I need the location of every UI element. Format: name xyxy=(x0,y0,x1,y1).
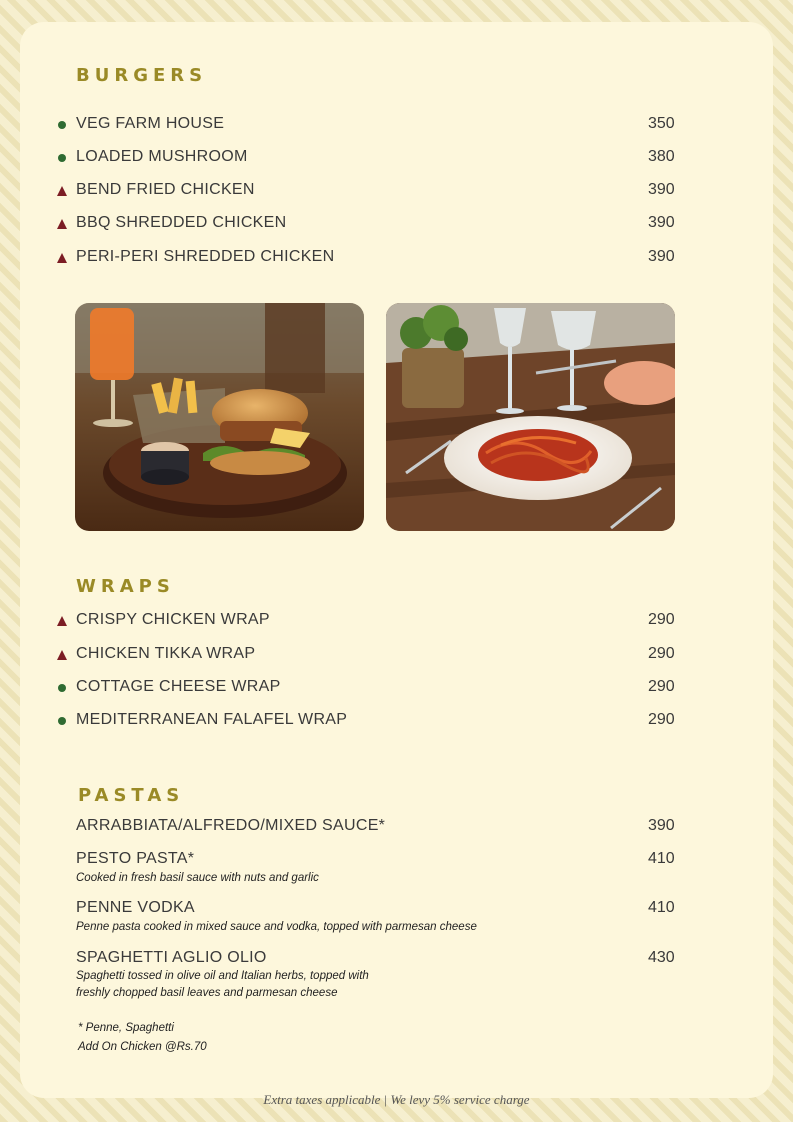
burgers-heading: BURGERS xyxy=(76,65,208,86)
item-name: SPAGHETTI AGLIO OLIO xyxy=(76,949,267,966)
menu-item xyxy=(0,181,793,203)
pastas-heading: PASTAS xyxy=(78,785,185,806)
item-description: Spaghetti tossed in olive oil and Italian herbs, topped with xyxy=(76,970,369,982)
item-name: PENNE VODKA xyxy=(76,899,195,916)
pasta-note: * Penne, Spaghetti xyxy=(78,1022,174,1034)
non-veg-triangle-icon xyxy=(57,186,67,196)
non-veg-triangle-icon xyxy=(57,253,67,263)
veg-dot-icon xyxy=(58,717,66,725)
menu-item xyxy=(0,645,793,667)
menu-item xyxy=(0,248,793,270)
veg-dot-icon xyxy=(58,121,66,129)
menu-item xyxy=(0,711,793,733)
item-name: COTTAGE CHEESE WRAP xyxy=(76,678,281,695)
veg-dot-icon xyxy=(58,684,66,692)
non-veg-triangle-icon xyxy=(57,650,67,660)
menu-item xyxy=(0,850,793,872)
item-price: 390 xyxy=(648,817,675,834)
item-price: 410 xyxy=(648,850,675,867)
footer-note: Extra taxes applicable | We levy 5% service charge xyxy=(263,1092,530,1107)
item-price: 410 xyxy=(648,899,675,916)
item-name: LOADED MUSHROOM xyxy=(76,148,248,165)
menu-item xyxy=(0,817,793,839)
wraps-heading: WRAPS xyxy=(76,576,175,597)
item-name: PERI-PERI SHREDDED CHICKEN xyxy=(76,248,335,265)
item-price: 380 xyxy=(648,148,675,165)
item-price: 290 xyxy=(648,645,675,662)
veg-dot-icon xyxy=(58,154,66,162)
item-name: ARRABBIATA/ALFREDO/MIXED SAUCE* xyxy=(76,817,386,834)
item-price: 290 xyxy=(648,711,675,728)
item-description: Penne pasta cooked in mixed sauce and vodka, topped with parmesan cheese xyxy=(76,921,477,933)
item-name: BEND FRIED CHICKEN xyxy=(76,181,255,198)
menu-item xyxy=(0,899,793,921)
item-description: freshly chopped basil leaves and parmesan cheese xyxy=(76,987,338,999)
item-name: PESTO PASTA* xyxy=(76,850,195,867)
item-name: BBQ SHREDDED CHICKEN xyxy=(76,214,287,231)
item-name: MEDITERRANEAN FALAFEL WRAP xyxy=(76,711,348,728)
menu-item xyxy=(0,678,793,700)
item-name: CHICKEN TIKKA WRAP xyxy=(76,645,256,662)
non-veg-triangle-icon xyxy=(57,616,67,626)
non-veg-triangle-icon xyxy=(57,219,67,229)
menu-item xyxy=(0,148,793,170)
item-price: 390 xyxy=(648,181,675,198)
item-price: 290 xyxy=(648,611,675,628)
item-price: 390 xyxy=(648,214,675,231)
item-name: VEG FARM HOUSE xyxy=(76,115,225,132)
item-description: Cooked in fresh basil sauce with nuts and garlic xyxy=(76,872,319,884)
pasta-photo xyxy=(386,303,675,531)
burger-photo xyxy=(75,303,364,531)
menu-item xyxy=(0,115,793,137)
add-on-note: Add On Chicken @Rs.70 xyxy=(78,1041,207,1053)
item-name: CRISPY CHICKEN WRAP xyxy=(76,611,270,628)
item-price: 390 xyxy=(648,248,675,265)
item-price: 350 xyxy=(648,115,675,132)
item-price: 290 xyxy=(648,678,675,695)
menu-item xyxy=(0,214,793,236)
menu-item xyxy=(0,611,793,633)
item-price: 430 xyxy=(648,949,675,966)
